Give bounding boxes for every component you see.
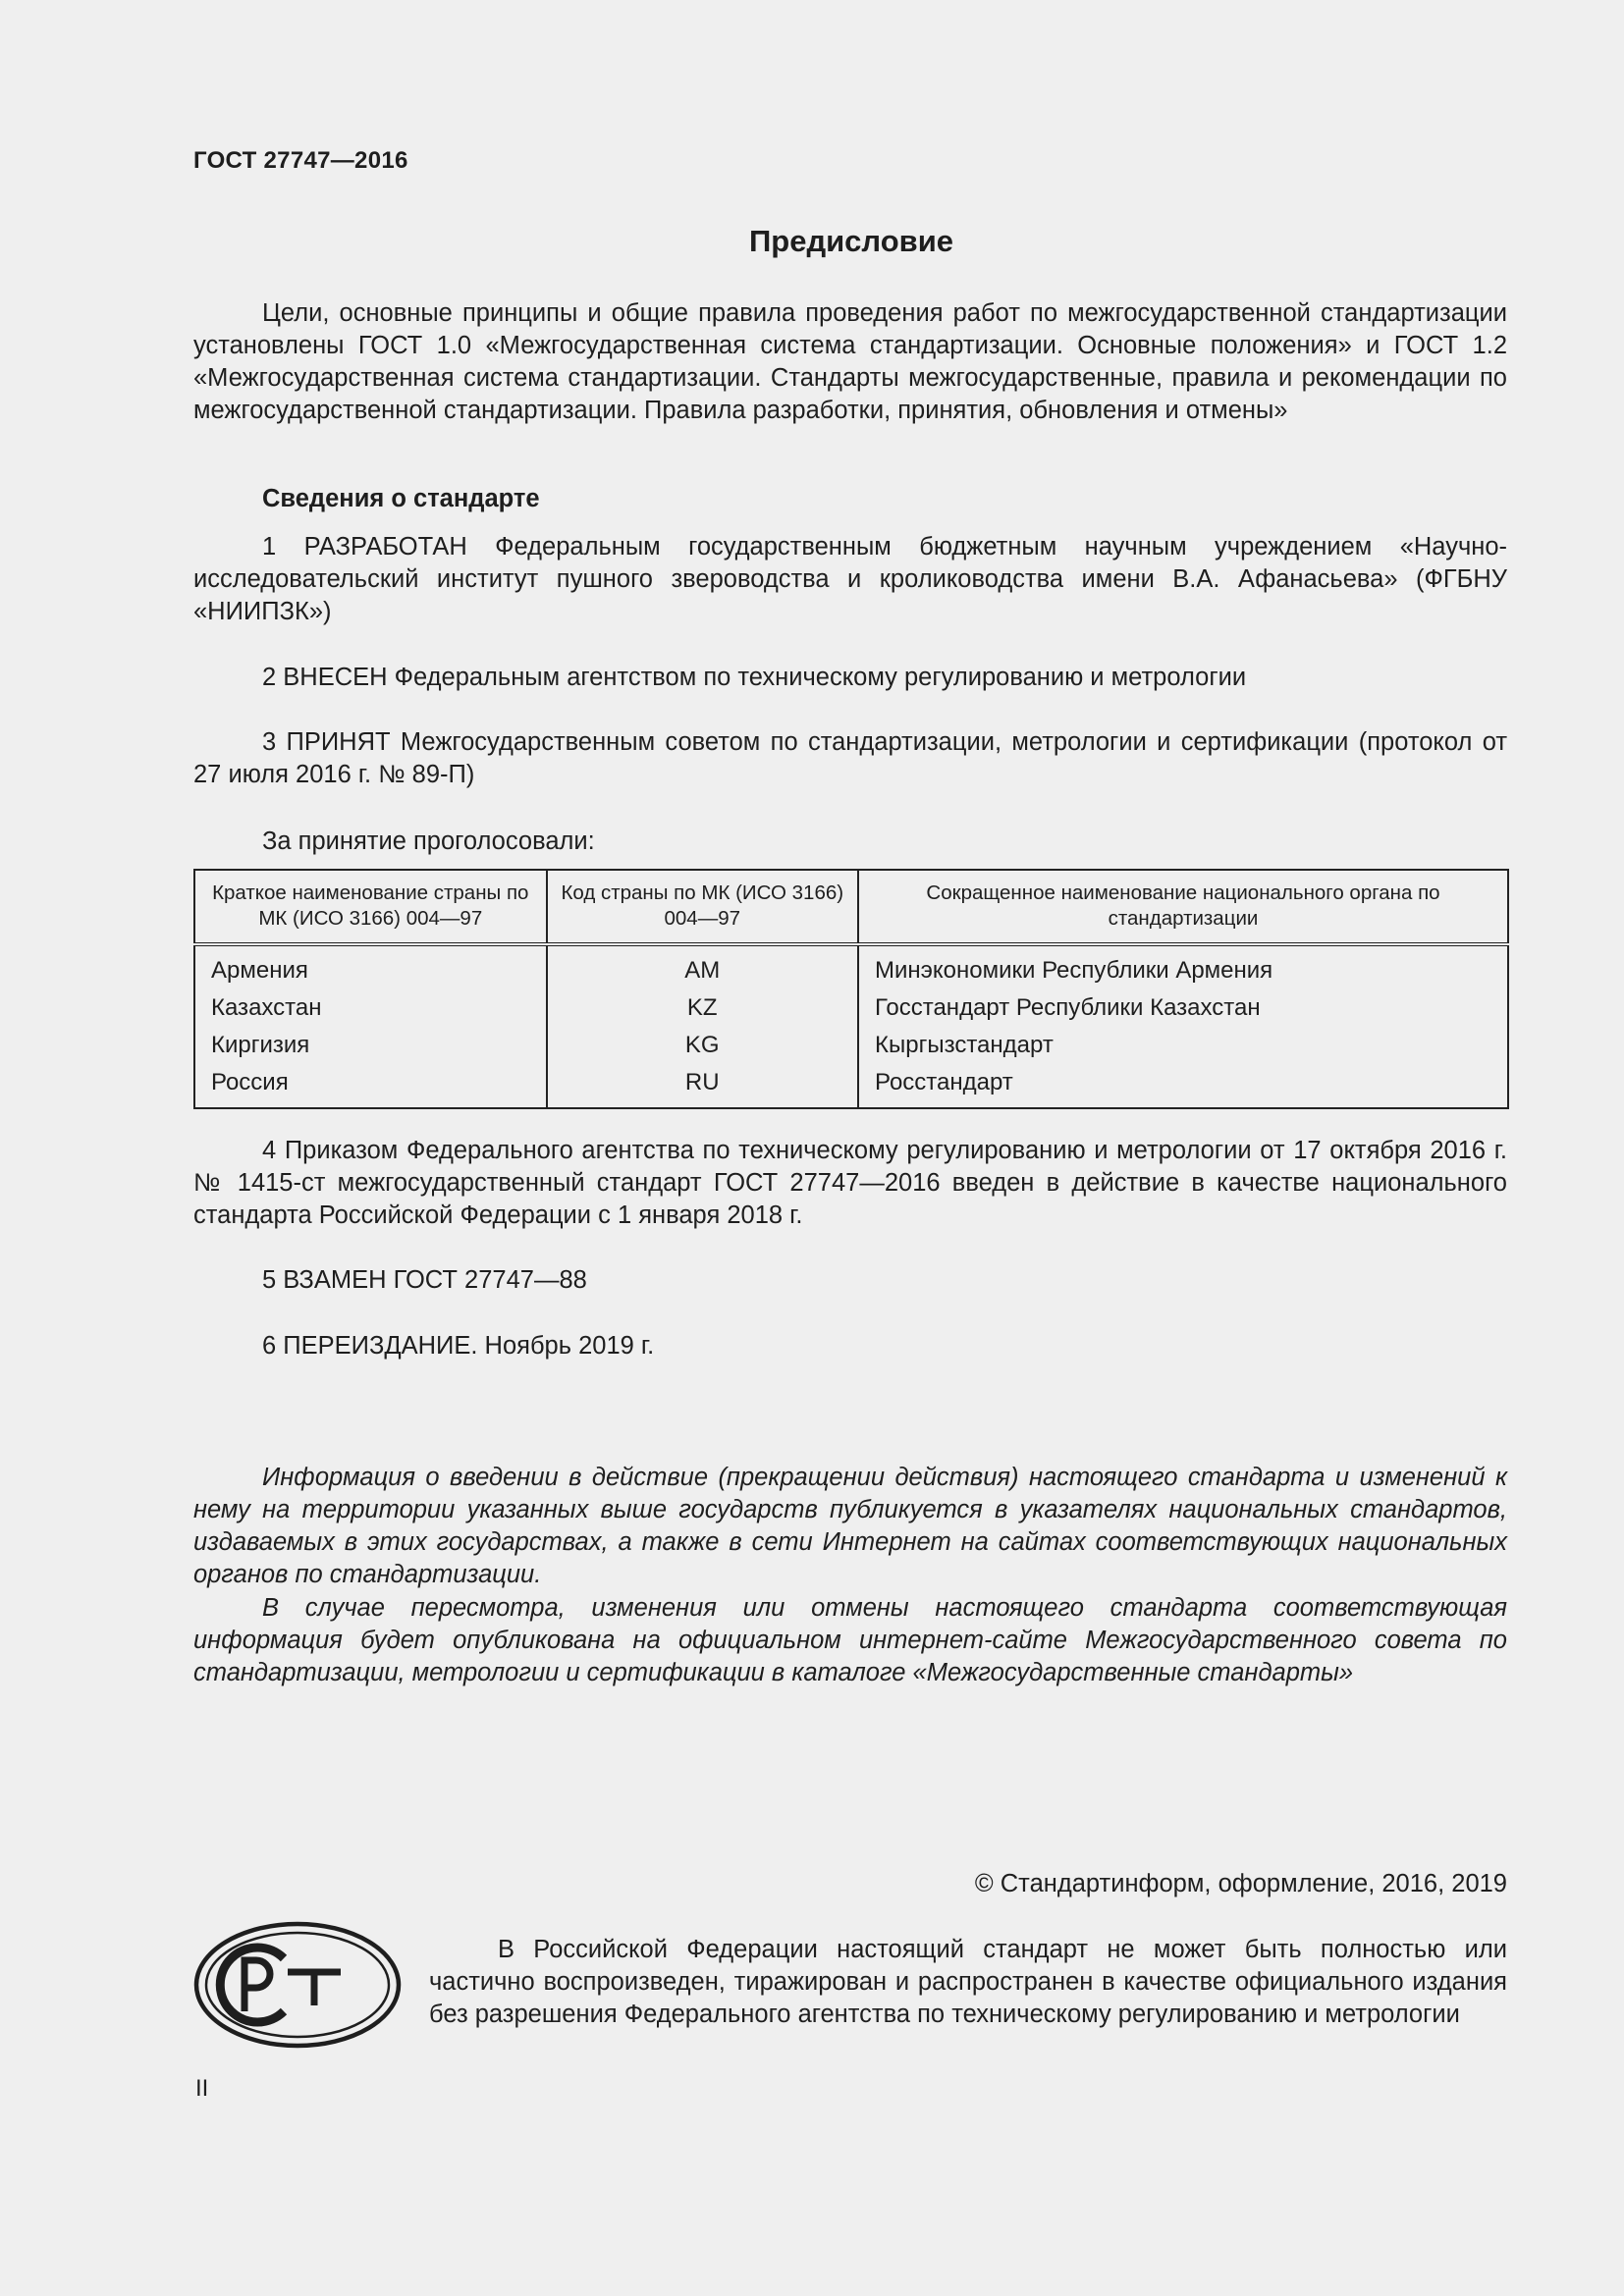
header-country-name: Краткое наименование страны по МК (ИСО 3166) 004—97 <box>194 870 547 944</box>
notice-paragraph-1: Информация о введении в действие (прекращении действия) настоящего стандарта и изменений к нему на территории указанных выше государств публикуется в указателях национальных стандартов, издаваемых в этих государствах, а также в сети Интернет на сайтах соответствующих национальных органов по стандартизации. <box>193 1464 1507 1588</box>
country-name: Казахстан <box>211 994 322 1021</box>
intro-paragraph: Цели, основные принципы и общие правила проведения работ по межгосударственной стандартизации установлены ГОСТ 1.0 «Межгосударственная система стандартизации. Основные положения» и ГОСТ 1.2 «Межгосударственная система стандартизации. Стандарты межгосударственные, правила и рекомендации по межгосударственной стандартизации. Правила разработки, принятия, обновления и отмены» <box>193 299 1507 424</box>
country-code: RU <box>547 1064 858 1108</box>
standards-body: Госстандарт Республики Казахстан <box>858 989 1508 1027</box>
country-name: Армения <box>211 957 308 984</box>
page-title: Предисловие <box>748 224 953 258</box>
table-row <box>194 1064 1508 1108</box>
table-header-row <box>194 870 1508 944</box>
item-4-order: 4 Приказом Федерального агентства по техническому регулированию и метрологии от 17 октября 2016 г. № 1415-ст межгосударственный стандарт ГОСТ 27747—2016 введен в действие в качестве национального стандарта Российской Федерации с 1 января 2018 г. <box>193 1137 1507 1229</box>
notice-paragraph-2: В случае пересмотра, изменения или отмены настоящего стандарта соответствующая информация будет опубликована на официальном интернет-сайте Межгосударственного совета по стандартизации, метрологии и сертификации в каталоге «Межгосударственные стандарты» <box>193 1594 1507 1686</box>
item-3-adopted: 3 ПРИНЯТ Межгосударственным советом по стандартизации, метрологии и сертификации (протокол от 27 июля 2016 г. № 89-П) <box>193 728 1507 788</box>
standards-body: Росстандарт <box>858 1064 1508 1108</box>
info-heading: Сведения о стандарте <box>262 485 540 512</box>
country-code: AM <box>547 944 858 989</box>
page-number: II <box>195 2075 209 2102</box>
country-name: Россия <box>211 1069 289 1095</box>
document-code: ГОСТ 27747—2016 <box>193 147 408 174</box>
table-row <box>194 989 1508 1027</box>
voted-label: За принятие проголосовали: <box>262 828 595 855</box>
copyright: © Стандартинформ, оформление, 2016, 2019 <box>974 1870 1507 1897</box>
country-code: KZ <box>547 989 858 1027</box>
rst-logo-icon <box>193 1921 403 2049</box>
voting-table <box>193 869 1509 1109</box>
header-standards-body: Сокращенное наименование национального органа по стандартизации <box>858 870 1508 944</box>
table-row <box>194 1027 1508 1064</box>
item-6-reissue: 6 ПЕРЕИЗДАНИЕ. Ноябрь 2019 г. <box>262 1332 655 1360</box>
country-name: Киргизия <box>211 1032 310 1058</box>
table-row <box>194 944 1508 989</box>
item-5-replaces: 5 ВЗАМЕН ГОСТ 27747—88 <box>262 1266 587 1294</box>
country-code: KG <box>547 1027 858 1064</box>
standards-body: Минэкономики Республики Армения <box>858 944 1508 989</box>
standards-body: Кыргызстандарт <box>858 1027 1508 1064</box>
item-2-introduced: 2 ВНЕСЕН Федеральным агентством по техническому регулированию и метрологии <box>262 664 1247 691</box>
item-1-developed: 1 РАЗРАБОТАН Федеральным государственным бюджетным научным учреждением «Научно-исследовательский институт пушного звероводства и кролиководства имени В.А. Афанасьева» (ФГБНУ «НИИПЗК») <box>193 533 1507 625</box>
header-country-code: Код страны по МК (ИСО 3166) 004—97 <box>547 870 858 944</box>
reproduction-notice: В Российской Федерации настоящий стандарт не может быть полностью или частично воспроизведен, тиражирован и распространен в качестве официального издания без разрешения Федерального агентства по техническому регулированию и метрологии <box>429 1936 1507 2028</box>
